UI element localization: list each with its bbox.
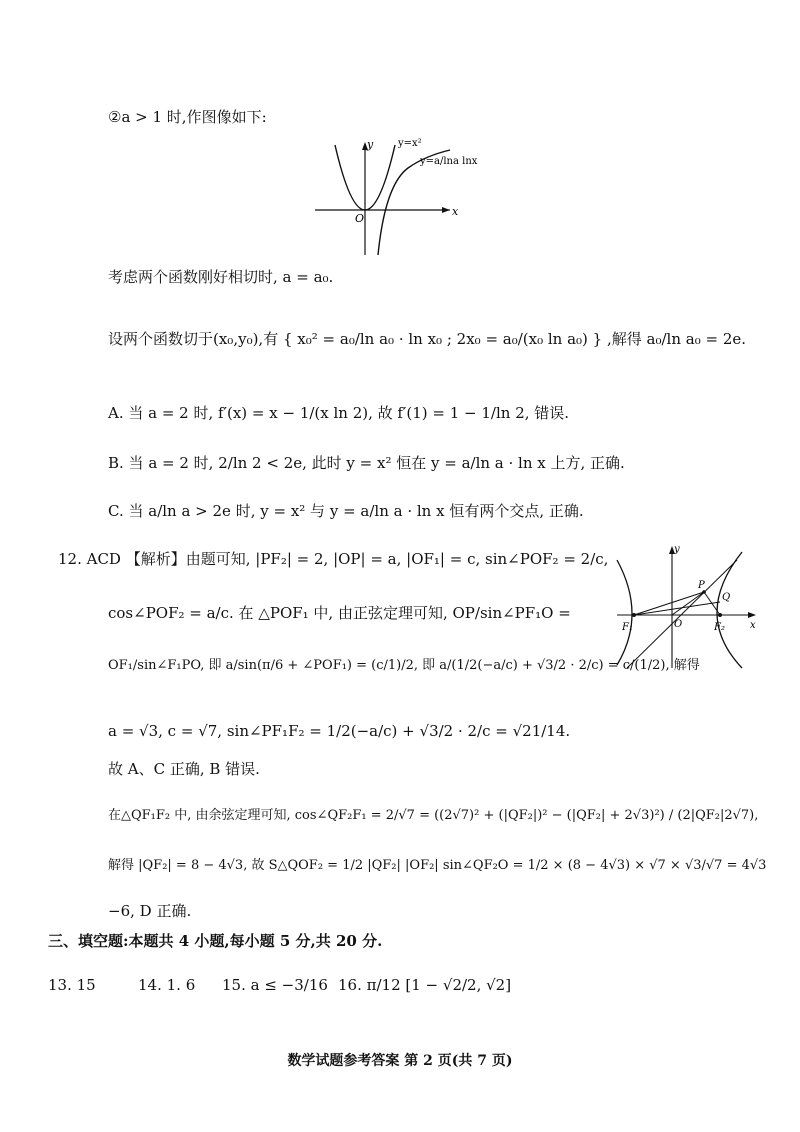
answer-16: 16. π/12 [1 − √2/2, √2] [338, 976, 512, 994]
tangent-system: 设两个函数切于(x₀,y₀),有 { x₀² = a₀/ln a₀ · ln x₀ ; 2x₀ = a₀/(x₀ ln a₀) } ,解得 a₀/ln a₀ = 2e. [108, 330, 747, 348]
graph-power-vs-log [310, 130, 510, 260]
graph2-label-f2: F₂ [714, 622, 725, 633]
q12-head: 12. ACD 【解析】由题可知, |PF₂| = 2, |OP| = a, |OF₁| = c, sin∠POF₂ = 2/c, [58, 550, 609, 568]
answer-15: 15. a ≤ −3/16 [222, 976, 328, 994]
graph2-label-q: Q [722, 592, 731, 603]
graph2-label-x: x [750, 620, 756, 631]
answer-14: 14. 1. 6 [138, 976, 196, 994]
graph1-curve2-label: y=a/lna lnx [420, 156, 478, 167]
case-heading: ②a > 1 时,作图像如下: [108, 108, 267, 126]
q12-line8: −6, D 正确. [108, 902, 192, 920]
q12-line3: OF₁/sin∠F₁PO, 即 a/sin(π/6 + ∠POF₁) = (c/1)/2, 即 a/(1/2(−a/c) + √3/2 · 2/c) = c/(1/2), 解得 [108, 658, 700, 673]
option-c: C. 当 a/ln a > 2e 时, y = x² 与 y = a/ln a · ln x 恒有两个交点, 正确. [108, 502, 584, 520]
q12-line2: cos∠POF₂ = a/c. 在 △POF₁ 中, 由正弦定理可知, OP/sin∠PF₁O = [108, 604, 571, 622]
graph2-label-f1: F₁ [622, 622, 633, 633]
graph1-label-x: x [452, 205, 459, 218]
option-a: A. 当 a = 2 时, f′(x) = x − 1/(x ln 2), 故 f′(1) = 1 − 1/ln 2, 错误. [108, 404, 570, 422]
q12-line4: a = √3, c = √7, sin∠PF₁F₂ = 1/2(−a/c) + √3/2 · 2/c = √21/14. [108, 722, 571, 740]
graph2-label-o: O [674, 619, 683, 630]
answer-13: 13. 15 [48, 976, 96, 994]
graph1-label-y: y [367, 138, 374, 151]
q12-line5: 故 A、C 正确, B 错误. [108, 760, 260, 778]
option-b: B. 当 a = 2 时, 2/ln 2 < 2e, 此时 y = x² 恒在 y = a/ln a · ln x 上方, 正确. [108, 454, 625, 472]
graph1-curve1-label: y=x² [398, 138, 422, 149]
graph2-label-p: P [698, 580, 705, 591]
q12-line6: 在△QF₁F₂ 中, 由余弦定理可知, cos∠QF₂F₁ = 2/√7 = ((2√7)² + (|QF₂|)² − (|QF₂| + 2√3)²) / (2|QF₂|2√7), [108, 808, 759, 823]
graph2-label-y: y [674, 544, 680, 555]
section-three-heading: 三、填空题:本题共 4 小题,每小题 5 分,共 20 分. [48, 932, 383, 950]
graph-hyperbola [612, 540, 762, 670]
tangent-line: 考虑两个函数刚好相切时, a = a₀. [108, 268, 334, 286]
q12-line7: 解得 |QF₂| = 8 − 4√3, 故 S△QOF₂ = 1/2 |QF₂| |OF₂| sin∠QF₂O = 1/2 × (8 − 4√3) × √7 × √3/√7 = 4√3 [108, 858, 767, 873]
page-footer: 数学试题参考答案 第 2 页(共 7 页) [287, 1053, 513, 1069]
graph1-label-o: O [355, 212, 365, 225]
